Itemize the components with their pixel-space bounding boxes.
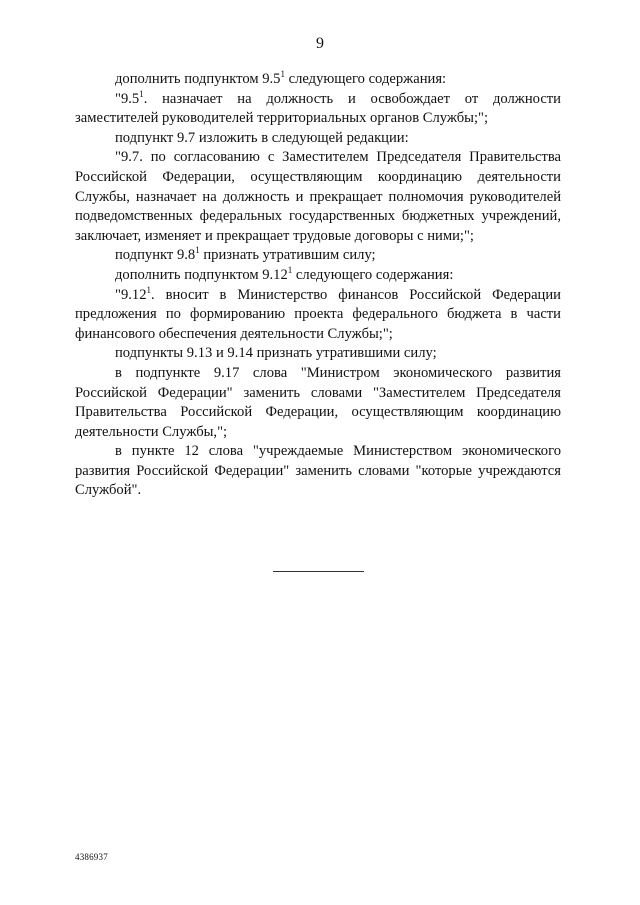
paragraph-add-subitem-9-5-1 [75, 70, 561, 90]
paragraph-text: дополнить подпунктом 9.5 [115, 71, 281, 87]
superscript: 1 [146, 284, 151, 295]
paragraph-text-tail: признать утратившим силу; [199, 247, 376, 264]
document-body [75, 70, 561, 501]
paragraph-subitem-9-7-text [75, 148, 561, 246]
paragraph-item-12-replace [75, 442, 561, 501]
paragraph-text: в подпункте 9.17 слова "Министром экономического развития Российской Федерации" заменить словами "Заместителем Председателя Правительства Российской Федерации, осуществляющим координацию деятельности Службы,"; [75, 364, 561, 440]
paragraph-text: дополнить подпунктом 9.12 [115, 266, 288, 283]
paragraph-subitem-9-12-1-text [75, 286, 561, 345]
superscript: 1 [139, 88, 144, 99]
paragraph-text: подпункты 9.13 и 9.14 признать утратившими силу; [115, 345, 437, 362]
paragraph-text-tail: . назначает на должность и освобождает от должности заместителей руководителей территориальных органов Службы;"; [75, 90, 561, 127]
paragraph-subitem-9-17-replace [75, 364, 561, 442]
paragraph-add-subitem-9-12-1 [75, 266, 561, 286]
paragraph-text-tail: следующего содержания: [284, 71, 447, 87]
paragraph-text-tail: . вносит в Министерство финансов Российской Федерации предложения по формированию проекта федерального бюджета в части финансового обеспечения деятельности Службы;"; [75, 286, 561, 342]
paragraph-text: подпункт 9.8 [115, 247, 196, 264]
paragraph-text: "9.5 [115, 90, 140, 107]
end-of-text-divider [273, 571, 364, 572]
paragraph-text: "9.7. по согласованию с Заместителем Председателя Правительства Российской Федерации, осуществляющим координацию деятельности Службы, назначает на должность и прекращает полномочия руководителей подведомственных федеральных государственных бюджетных учреждений, заключает, изменяет и прекращает трудовые договоры с ними;"; [75, 149, 561, 244]
paragraph-subitems-9-13-9-14-repeal [75, 344, 561, 364]
document-code: 4386937 [75, 852, 108, 862]
superscript: 1 [287, 264, 293, 275]
page-number: 9 [316, 35, 324, 52]
paragraph-subitem-9-5-1-text [75, 90, 561, 129]
paragraph-subitem-9-7-edit [75, 129, 561, 149]
paragraph-text: в пункте 12 слова "учреждаемые Министерством экономического развития Российской Федерации" заменить словами "которые учреждаются Службой". [75, 443, 561, 499]
superscript: 1 [280, 69, 285, 79]
paragraph-text: подпункт 9.7 изложить в следующей редакции: [115, 129, 409, 146]
paragraph-text-tail: следующего содержания: [292, 266, 454, 283]
superscript: 1 [195, 245, 200, 256]
paragraph-subitem-9-8-1-repeal [75, 246, 561, 266]
paragraph-text: "9.12 [115, 286, 147, 303]
